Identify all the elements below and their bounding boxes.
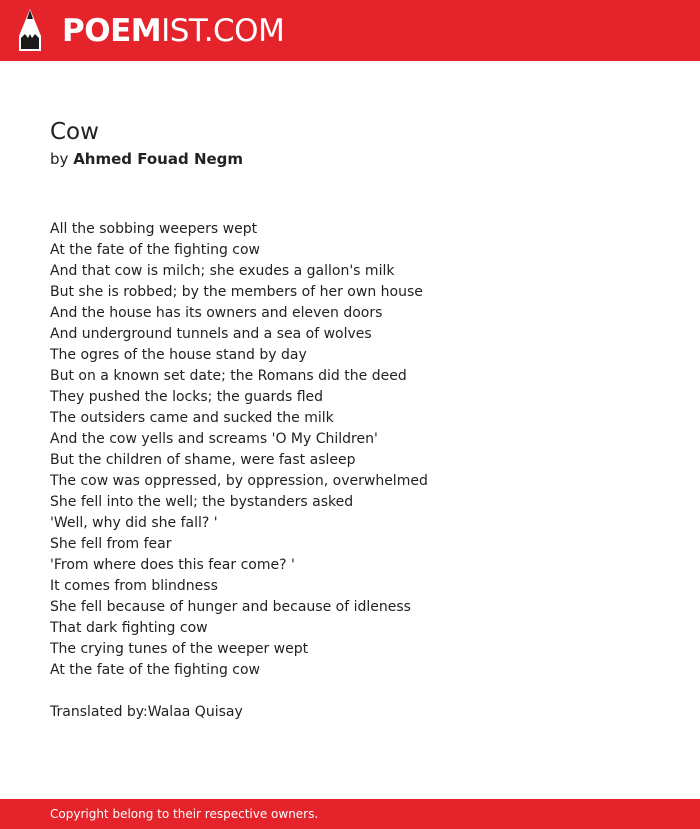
poem-line: But on a known set date; the Romans did the deed xyxy=(50,368,407,384)
site-footer xyxy=(0,799,700,829)
poem-line: But she is robbed; by the members of her own house xyxy=(50,284,423,300)
site-header xyxy=(0,0,700,61)
pencil-tip-icon[interactable] xyxy=(18,8,42,52)
poem-line: The outsiders came and sucked the milk xyxy=(50,410,334,426)
poem-line: And that cow is milch; she exudes a gallon's milk xyxy=(50,263,395,279)
poem-body xyxy=(50,219,428,681)
poem-line: She fell into the well; the bystanders asked xyxy=(50,494,354,510)
site-logo[interactable] xyxy=(62,13,284,49)
poem-line: All the sobbing weepers wept xyxy=(50,221,258,237)
brand-light: IST.COM xyxy=(161,13,285,49)
poem-line: At the fate of the fighting cow xyxy=(50,662,261,678)
by-label: by xyxy=(50,150,69,168)
poem-line: She fell because of hunger and because of idleness xyxy=(50,599,411,615)
poem-line: 'From where does this fear come? ' xyxy=(50,557,295,573)
copyright-text: Copyright belong to their respective owners. xyxy=(50,807,319,821)
poem-line: They pushed the locks; the guards fled xyxy=(50,389,324,405)
poem-line: At the fate of the fighting cow xyxy=(50,242,261,258)
poem-line: It comes from blindness xyxy=(50,578,218,594)
poem-line: The ogres of the house stand by day xyxy=(50,347,307,363)
poem-line: And the house has its owners and eleven doors xyxy=(50,305,383,321)
poem-line: But the children of shame, were fast asleep xyxy=(50,452,356,468)
author-name: Ahmed Fouad Negm xyxy=(73,150,244,168)
poem-line: She fell from fear xyxy=(50,536,172,552)
byline xyxy=(50,148,243,170)
poem-line: The crying tunes of the weeper wept xyxy=(50,641,309,657)
brand-bold: POEM xyxy=(62,13,162,49)
poem-line: And the cow yells and screams 'O My Children' xyxy=(50,431,378,447)
poem-line: The cow was oppressed, by oppression, overwhelmed xyxy=(50,473,428,489)
translator-credit: Translated by:Walaa Quisay xyxy=(50,704,243,720)
poem-line: 'Well, why did she fall? ' xyxy=(50,515,218,531)
poem-title: Cow xyxy=(50,119,99,145)
poem-line: That dark fighting cow xyxy=(50,620,208,636)
poem-line: And underground tunnels and a sea of wolves xyxy=(50,326,372,342)
